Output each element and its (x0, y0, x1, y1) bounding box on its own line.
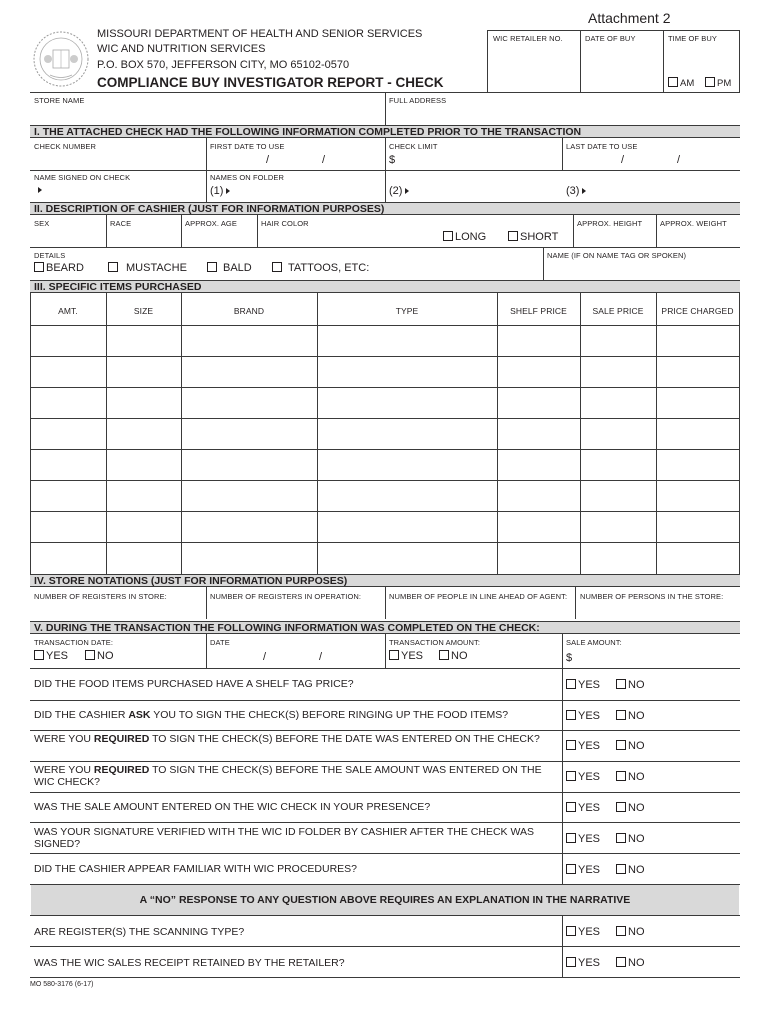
question-scanning-type: ARE REGISTER(S) THE SCANNING TYPE? (34, 926, 245, 938)
question-required-date: WERE YOU REQUIRED TO SIGN THE CHECK(S) BEFORE THE DATE WAS ENTERED ON THE CHECK? (34, 733, 540, 745)
date-separator: / (677, 154, 681, 166)
folder-name-3: (3) (566, 185, 586, 197)
checkbox-icon (389, 650, 399, 660)
full-address-label: FULL ADDRESS (389, 96, 447, 105)
name-tag-label: NAME (IF ON NAME TAG OR SPOKEN) (547, 251, 687, 260)
checkbox-icon (566, 679, 576, 689)
table-row[interactable] (31, 419, 739, 448)
last-date-label: LAST DATE TO USE (566, 142, 638, 151)
first-date-label: FIRST DATE TO USE (210, 142, 285, 151)
check-limit-dollar: $ (389, 154, 396, 166)
checkbox-icon (616, 710, 626, 720)
checkbox-icon (85, 650, 95, 660)
arrow-right-icon (582, 188, 586, 194)
amount-presence-no-checkbox[interactable]: NO (616, 802, 645, 815)
arrow-right-icon (38, 187, 42, 193)
checkbox-icon (616, 926, 626, 936)
col-header-type: TYPE (395, 306, 419, 316)
transaction-date-yes-checkbox[interactable]: YES (34, 650, 68, 663)
checkbox-icon (508, 231, 518, 241)
folder-name-2: (2) (389, 185, 409, 197)
table-row[interactable] (31, 543, 739, 573)
col-header-sale-price: SALE PRICE (592, 306, 644, 316)
registers-in-operation-label: NUMBER OF REGISTERS IN OPERATION: (210, 592, 362, 601)
required-date-no-checkbox[interactable]: NO (616, 740, 645, 753)
date-separator: / (266, 154, 270, 166)
checkbox-icon (566, 802, 576, 812)
race-label: RACE (110, 219, 132, 228)
date-separator: / (319, 651, 323, 663)
long-hair-checkbox[interactable]: LONG (443, 231, 486, 244)
checkbox-icon (207, 262, 217, 272)
receipt-retained-no-checkbox[interactable]: NO (616, 957, 645, 970)
question-required-amount: WERE YOU REQUIRED TO SIGN THE CHECK(S) BEFORE THE SALE AMOUNT WAS ENTERED ON THE WIC CHECK? (34, 764, 542, 788)
checkbox-icon (616, 957, 626, 967)
checkbox-icon (34, 650, 44, 660)
question-shelf-tag: DID THE FOOD ITEMS PURCHASED HAVE A SHELF TAG PRICE? (34, 678, 354, 690)
cashier-ask-yes-checkbox[interactable]: YES (566, 710, 600, 723)
table-row[interactable] (31, 388, 739, 417)
question-cashier-familiar: DID THE CASHIER APPEAR FAMILIAR WITH WIC PROCEDURES? (34, 863, 358, 875)
col-header-amt: AMT. (58, 306, 78, 316)
check-limit-label: CHECK LIMIT (389, 142, 438, 151)
amount-presence-yes-checkbox[interactable]: YES (566, 802, 600, 815)
col-header-size: SIZE (133, 306, 154, 316)
sex-label: SEX (34, 219, 50, 228)
checkbox-icon (443, 231, 453, 241)
checkbox-icon (566, 926, 576, 936)
persons-in-store-label: NUMBER OF PERSONS IN THE STORE: (580, 592, 724, 601)
weight-label: APPROX. WEIGHT (660, 219, 727, 228)
date-separator: / (263, 651, 267, 663)
store-name-label: STORE NAME (34, 96, 85, 105)
required-amount-no-checkbox[interactable]: NO (616, 771, 645, 784)
names-on-folder-label: NAMES ON FOLDER (210, 173, 285, 182)
check-number-label: CHECK NUMBER (34, 142, 97, 151)
arrow-right-icon (226, 188, 230, 194)
no-response-note-text: A “NO” RESPONSE TO ANY QUESTION ABOVE REQUIRES AN EXPLANATION IN THE NARRATIVE (139, 894, 631, 906)
date-separator: / (322, 154, 326, 166)
form-number: MO 580-3176 (6-17) (30, 981, 94, 988)
required-date-yes-checkbox[interactable]: YES (566, 740, 600, 753)
section-2-header: II. DESCRIPTION OF CASHIER (JUST FOR INFORMATION PURPOSES) (30, 202, 740, 215)
sale-amount-dollar: $ (566, 652, 573, 664)
am-checkbox[interactable]: AM (668, 77, 694, 90)
cashier-familiar-yes-checkbox[interactable]: YES (566, 864, 600, 877)
scanning-type-yes-checkbox[interactable]: YES (566, 926, 600, 939)
arrow-right-icon (405, 188, 409, 194)
checkbox-icon (616, 771, 626, 781)
details-label: DETAILS (34, 251, 66, 260)
agency-line-3: P.O. BOX 570, JEFFERSON CITY, MO 65102-0570 (97, 59, 350, 71)
sale-amount-label: SALE AMOUNT: (566, 638, 622, 647)
checkbox-icon (616, 802, 626, 812)
pm-checkbox[interactable]: PM (705, 77, 731, 90)
checkbox-icon (705, 77, 715, 87)
section-4-header: IV. STORE NOTATIONS (JUST FOR INFORMATION PURPOSES) (30, 574, 740, 587)
checkbox-icon (668, 77, 678, 87)
date-label: DATE (210, 638, 230, 647)
agency-line-2: WIC AND NUTRITION SERVICES (97, 43, 266, 55)
checkbox-icon (566, 740, 576, 750)
attachment-label: Attachment 2 (588, 10, 671, 26)
checkbox-icon (616, 740, 626, 750)
bald-checkbox[interactable]: BALD (207, 262, 252, 275)
mustache-checkbox[interactable]: MUSTACHE (108, 262, 187, 275)
section-1-header: I. THE ATTACHED CHECK HAD THE FOLLOWING INFORMATION COMPLETED PRIOR TO THE TRANSACTION (30, 125, 740, 138)
date-of-buy-label: DATE OF BUY (585, 34, 636, 43)
folder-name-1: (1) (210, 185, 230, 197)
scanning-type-no-checkbox[interactable]: NO (616, 926, 645, 939)
checkbox-icon (566, 833, 576, 843)
table-row[interactable] (31, 357, 739, 386)
signature-verified-no-checkbox[interactable]: NO (616, 833, 645, 846)
cashier-familiar-no-checkbox[interactable]: NO (616, 864, 645, 877)
checkbox-icon (566, 957, 576, 967)
question-signature-verified: WAS YOUR SIGNATURE VERIFIED WITH THE WIC ID FOLDER BY CASHIER AFTER THE CHECK WAS SIGNED? (34, 826, 534, 850)
checkbox-icon (566, 710, 576, 720)
question-amount-presence: WAS THE SALE AMOUNT ENTERED ON THE WIC CHECK IN YOUR PRESENCE? (34, 801, 431, 813)
check-number-field[interactable] (31, 152, 205, 169)
hair-color-label: HAIR COLOR (261, 219, 309, 228)
checkbox-icon (616, 833, 626, 843)
table-row[interactable] (31, 512, 739, 541)
checkbox-icon (34, 262, 44, 272)
question-receipt-retained: WAS THE WIC SALES RECEIPT RETAINED BY THE RETAILER? (34, 957, 345, 969)
transaction-date-no-checkbox[interactable]: NO (85, 650, 114, 663)
required-amount-yes-checkbox[interactable]: YES (566, 771, 600, 784)
checkbox-icon (616, 679, 626, 689)
checkbox-icon (616, 864, 626, 874)
wic-retailer-no-label: WIC RETAILER NO. (493, 34, 563, 43)
table-row[interactable] (31, 326, 739, 355)
question-cashier-ask: DID THE CASHIER ASK YOU TO SIGN THE CHECK(S) BEFORE RINGING UP THE FOOD ITEMS? (34, 709, 509, 721)
checkbox-icon (566, 864, 576, 874)
tattoos-checkbox[interactable]: TATTOOS, ETC: (272, 262, 369, 275)
shelf-tag-no-checkbox[interactable]: NO (616, 679, 645, 692)
table-row[interactable] (31, 481, 739, 510)
section-3-header: III. SPECIFIC ITEMS PURCHASED (30, 280, 740, 293)
state-seal-logo (32, 30, 90, 88)
transaction-amount-label: TRANSACTION AMOUNT: (389, 638, 481, 647)
checkbox-icon (272, 262, 282, 272)
table-row[interactable] (31, 450, 739, 479)
checkbox-icon (566, 771, 576, 781)
check-limit-field[interactable] (400, 152, 560, 169)
beard-checkbox[interactable]: BEARD (34, 262, 84, 275)
form-title: COMPLIANCE BUY INVESTIGATOR REPORT - CHECK (97, 75, 444, 90)
col-header-price-charged: PRICE CHARGED (661, 306, 734, 316)
col-header-brand: BRAND (233, 306, 265, 316)
time-of-buy-label: TIME OF BUY (668, 34, 718, 43)
height-label: APPROX. HEIGHT (577, 219, 643, 228)
receipt-retained-yes-checkbox[interactable]: YES (566, 957, 600, 970)
age-label: APPROX. AGE (185, 219, 237, 228)
transaction-amount-yes-checkbox[interactable]: YES (389, 650, 423, 663)
store-name-field[interactable] (31, 106, 384, 124)
checkbox-icon (108, 262, 118, 272)
name-signed-label: NAME SIGNED ON CHECK (34, 173, 131, 182)
transaction-amount-no-checkbox[interactable]: NO (439, 650, 468, 663)
col-header-shelf-price: SHELF PRICE (510, 306, 567, 316)
cashier-ask-no-checkbox[interactable]: NO (616, 710, 645, 723)
shelf-tag-yes-checkbox[interactable]: YES (566, 679, 600, 692)
registers-in-store-label: NUMBER OF REGISTERS IN STORE: (34, 592, 167, 601)
date-separator: / (621, 154, 625, 166)
agency-line-1: MISSOURI DEPARTMENT OF HEALTH AND SENIOR SERVICES (97, 28, 423, 40)
signature-verified-yes-checkbox[interactable]: YES (566, 833, 600, 846)
full-address-field[interactable] (386, 106, 739, 124)
transaction-date-label: TRANSACTION DATE: (34, 638, 114, 647)
short-hair-checkbox[interactable]: SHORT (508, 231, 558, 244)
checkbox-icon (439, 650, 449, 660)
section-5-header: V. DURING THE TRANSACTION THE FOLLOWING INFORMATION WAS COMPLETED ON THE CHECK: (30, 621, 740, 634)
people-ahead-label: NUMBER OF PEOPLE IN LINE AHEAD OF AGENT: (389, 592, 568, 601)
